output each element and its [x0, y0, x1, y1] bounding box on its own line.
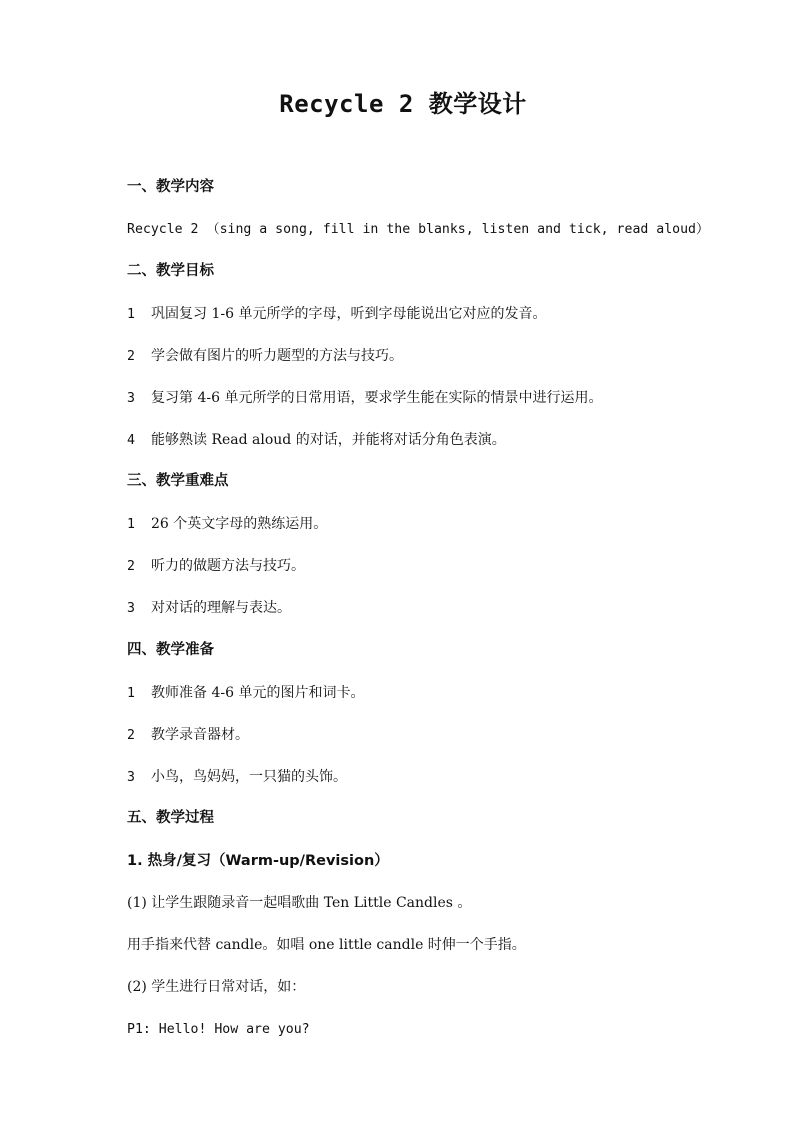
list-item	[127, 725, 249, 746]
list-item	[127, 598, 291, 619]
list-item	[127, 767, 347, 788]
list-item-text: 听力的做题方法与技巧。	[151, 558, 305, 574]
list-item	[127, 514, 327, 535]
section-heading-content: 一、教学内容	[127, 179, 214, 195]
list-item	[127, 346, 403, 367]
list-item-number: 1	[127, 517, 135, 532]
list-item	[127, 683, 364, 704]
list-item	[127, 304, 546, 325]
list-item-number: 1	[127, 686, 135, 701]
paragraph: 用手指来代替 candle。如唱 one little candle 时伸一个手指。	[127, 937, 526, 953]
dialogue-line: P1: Hello! How are you?	[127, 1022, 310, 1037]
list-item-text: 对对话的理解与表达。	[151, 600, 291, 616]
section-heading-key-points: 三、教学重难点	[127, 473, 229, 489]
section-heading-preparation: 四、教学准备	[127, 642, 214, 658]
section-heading-objectives: 二、教学目标	[127, 263, 214, 279]
list-item-text: 学会做有图片的听力题型的方法与技巧。	[151, 348, 403, 364]
list-item-text: 小鸟，鸟妈妈，一只猫的头饰。	[151, 769, 347, 785]
subsection-heading-warmup: 1. 热身/复习（Warm-up/Revision）	[127, 853, 389, 869]
list-item-number: 4	[127, 433, 135, 448]
paragraph: (1) 让学生跟随录音一起唱歌曲 Ten Little Candles 。	[127, 895, 472, 911]
list-item-text: 教师准备 4-6 单元的图片和词卡。	[151, 685, 365, 701]
paragraph: (2) 学生进行日常对话，如：	[127, 979, 306, 995]
list-item-number: 3	[127, 770, 135, 785]
list-item	[127, 430, 506, 451]
list-item	[127, 556, 305, 577]
list-item-number: 2	[127, 728, 135, 743]
section-heading-process: 五、教学过程	[127, 810, 214, 826]
list-item-number: 1	[127, 307, 135, 322]
document-title: Recycle 2 教学设计	[279, 90, 527, 118]
list-item-number: 2	[127, 349, 135, 364]
list-item-number: 2	[127, 559, 135, 574]
list-item-text: 复习第 4-6 单元所学的日常用语，要求学生能在实际的情景中进行运用。	[151, 390, 603, 406]
list-item-text: 巩固复习 1-6 单元所学的字母，听到字母能说出它对应的发音。	[151, 306, 547, 322]
list-item-number: 3	[127, 601, 135, 616]
list-item-text: 能够熟读 Read aloud 的对话，并能将对话分角色表演。	[151, 432, 506, 448]
list-item	[127, 388, 602, 409]
list-item-text: 教学录音器材。	[151, 727, 249, 743]
section-content-text: Recycle 2 （sing a song, fill in the blanks, listen and tick, read aloud）	[127, 222, 710, 237]
list-item-number: 3	[127, 391, 135, 406]
list-item-text: 26 个英文字母的熟练运用。	[151, 516, 328, 532]
